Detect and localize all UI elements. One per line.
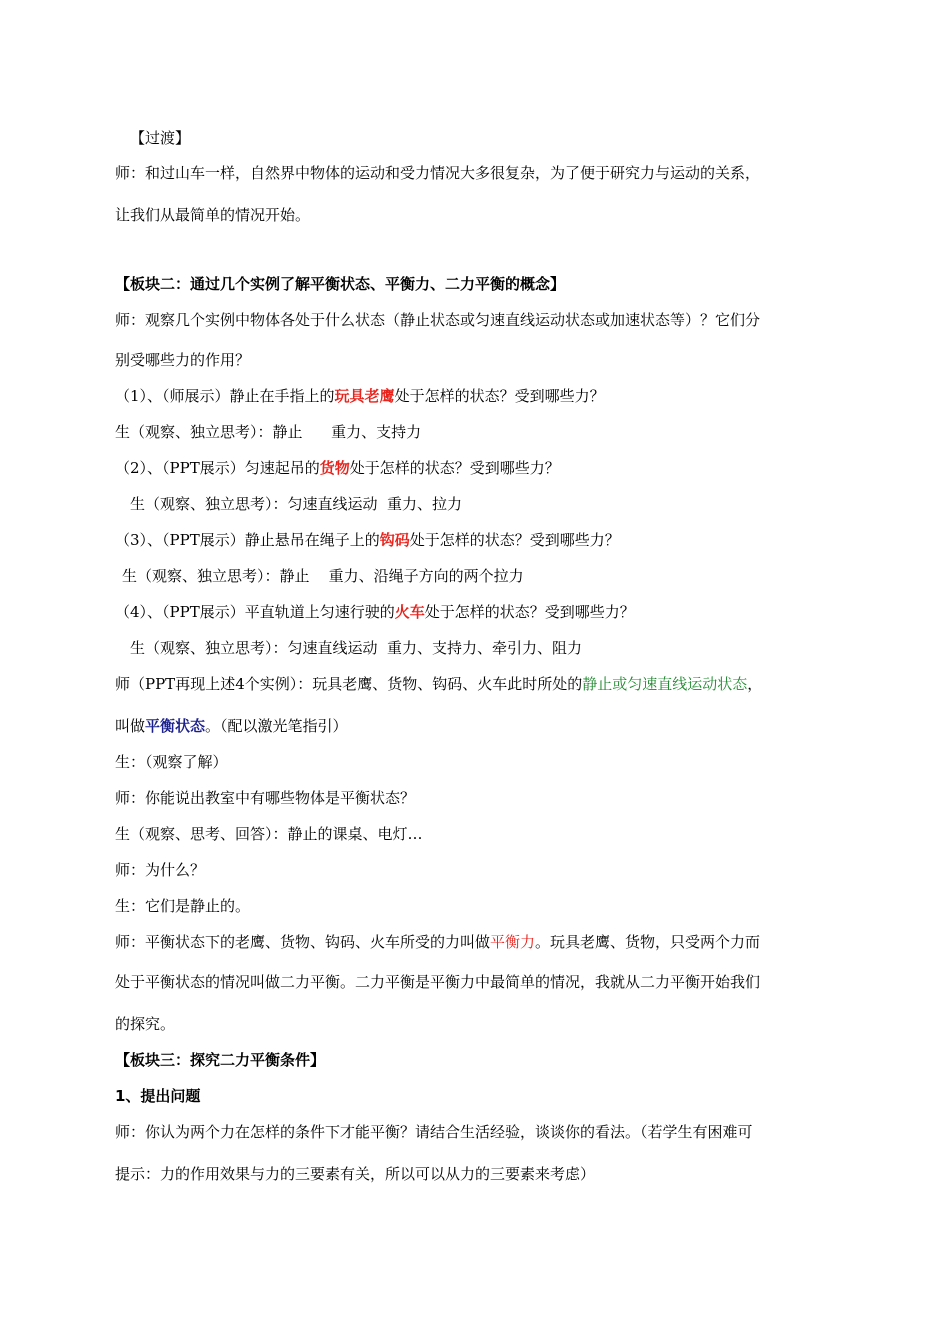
summary-line-2: [115, 716, 348, 736]
transition-paragraph-line-2: 让我们从最简单的情况开始。: [115, 206, 311, 224]
teacher-line-4-text: 师：平衡状态下的老鹰、货物、钩码、火车所受的力叫做: [115, 933, 491, 951]
example-1-text: （1）、（师展示）静止在手指上的: [115, 387, 335, 405]
student-line-2: 生（观察、思考、回答）：静止的课桌、电灯…: [115, 825, 423, 843]
summary-2-note: 。（配以激光笔指引）: [205, 717, 348, 735]
student-line-3: 生：它们是静止的。: [115, 897, 251, 915]
teacher-line-2: 师：你能说出教室中有哪些物体是平衡状态？: [115, 789, 416, 807]
teacher-line-4-end: 的探究。: [115, 1015, 176, 1033]
answer-4: 生（观察、独立思考）：匀速直线运动 重力、支持力、牵引力、阻力: [130, 639, 583, 657]
example-2-keyword: 货物: [319, 459, 350, 477]
summary-2-text: 叫做: [115, 717, 146, 735]
example-3-text: （3）、（PPT展示）静止悬吊在绳子上的: [115, 531, 380, 549]
answer-2: 生（观察、独立思考）：匀速直线运动 重力、拉力: [130, 495, 463, 513]
example-4-keyword: 火车: [394, 603, 425, 621]
teacher-line-4-term: 平衡力: [490, 933, 536, 951]
section3-question-line-1: 师：你认为两个力在怎样的条件下才能平衡？请结合生活经验，谈谈你的看法。（若学生有困难可: [115, 1123, 753, 1141]
example-2: [115, 458, 560, 478]
summary-state: 静止或匀速直线运动状态: [582, 675, 748, 693]
teacher-line-4: [115, 932, 760, 952]
section3-heading: 【板块三：探究二力平衡条件】: [115, 1051, 326, 1069]
example-3-keyword: 钩码: [379, 531, 410, 549]
answer-1: 生（观察、独立思考）：静止 重力、支持力: [115, 423, 422, 441]
transition-paragraph-line-1: 师：和过山车一样，自然界中物体的运动和受力情况大多很复杂，为了便于研究力与运动的关系，: [115, 164, 761, 182]
example-3: [115, 530, 620, 550]
summary-2-term: 平衡状态: [145, 717, 206, 735]
section2-heading: 【板块二：通过几个实例了解平衡状态、平衡力、二力平衡的概念】: [115, 275, 566, 293]
example-4-question: 处于怎样的状态？受到哪些力？: [424, 603, 635, 621]
example-1-keyword: 玩具老鹰: [334, 387, 395, 405]
teacher-line-4-continued: 处于平衡状态的情况叫做二力平衡。二力平衡是平衡力中最简单的情况，我就从二力平衡开始我们: [115, 973, 761, 991]
student-line-1: 生：（观察了解）: [115, 753, 228, 771]
answer-3: 生（观察、独立思考）：静止 重力、沿绳子方向的两个拉力: [122, 567, 524, 585]
transition-heading: 【过渡】: [130, 129, 191, 147]
example-1: [115, 386, 605, 406]
summary-comma: ，: [747, 675, 763, 693]
summary-line-1: [115, 674, 762, 694]
teacher-line-4-tail: 。玩具老鹰、货物，只受两个力而: [535, 933, 761, 951]
summary-text: 师（PPT再现上述4个实例）：玩具老鹰、货物、钩码、火车此时所处的: [115, 675, 583, 693]
example-2-question: 处于怎样的状态？受到哪些力？: [349, 459, 560, 477]
example-3-question: 处于怎样的状态？受到哪些力？: [409, 531, 620, 549]
section2-intro-line-2: 别受哪些力的作用？: [115, 351, 251, 369]
section3-question-line-2: 提示：力的作用效果与力的三要素有关，所以可以从力的三要素来考虑）: [115, 1165, 596, 1183]
section2-intro-line-1: 师：观察几个实例中物体各处于什么状态（静止状态或匀速直线运动状态或加速状态等）？它们分: [115, 311, 761, 329]
teacher-line-3: 师：为什么？: [115, 861, 206, 879]
example-4-text: （4）、（PPT展示）平直轨道上匀速行驶的: [115, 603, 395, 621]
example-1-question: 处于怎样的状态？受到哪些力？: [394, 387, 605, 405]
example-2-text: （2）、（PPT展示）匀速起吊的: [115, 459, 320, 477]
section3-subheading: 1、提出问题: [115, 1087, 201, 1105]
example-4: [115, 602, 635, 622]
